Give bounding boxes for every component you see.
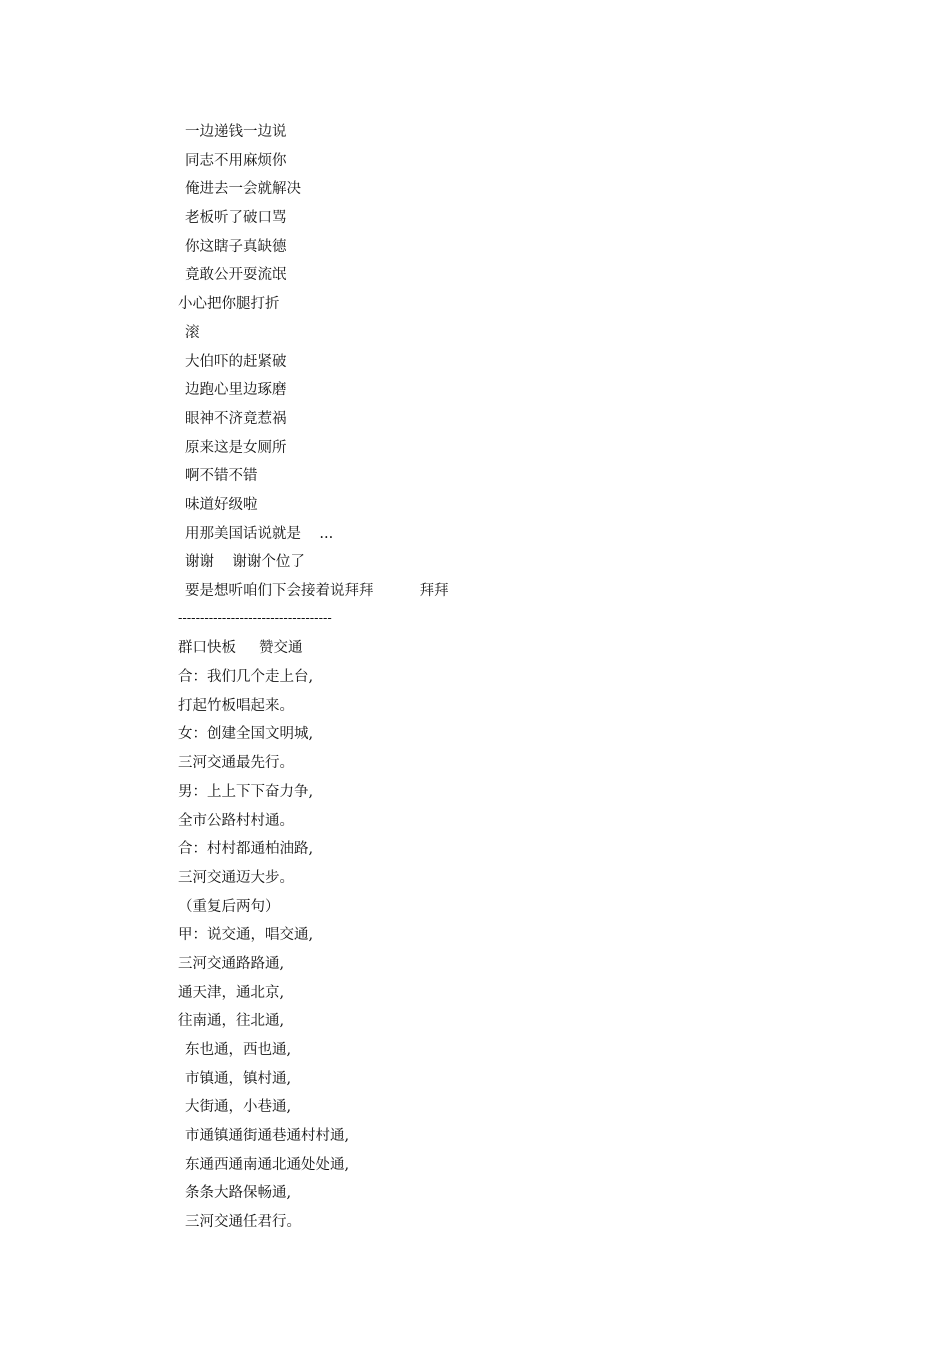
text-line: 同志不用麻烦你 bbox=[185, 152, 287, 169]
text-line: 合：村村都通柏油路, bbox=[178, 841, 314, 858]
text-line: 啊不错不错 bbox=[185, 468, 258, 485]
text-line: 三河交通最先行。 bbox=[178, 755, 294, 772]
text-line: 往南通，往北通, bbox=[178, 1013, 285, 1030]
text-line: 用那美国话说就是 ... bbox=[185, 525, 334, 542]
text-line: 打起竹板唱起来。 bbox=[178, 697, 294, 714]
text-line: 滚 bbox=[185, 324, 200, 341]
text-line: 甲：说交通，唱交通, bbox=[178, 927, 314, 944]
text-line: 条条大路保畅通, bbox=[185, 1185, 292, 1202]
text-line: 大伯吓的赶紧破 bbox=[185, 353, 287, 370]
text-line: 一边递钱一边说 bbox=[185, 124, 287, 140]
text-line: 原来这是女厕所 bbox=[185, 439, 287, 456]
text-line: 要是想听咱们下会接着说拜拜 拜拜 bbox=[185, 583, 449, 599]
text-line: 东通西通南通北通处处通, bbox=[185, 1156, 350, 1173]
text-line: 眼神不济竟惹祸 bbox=[185, 410, 287, 427]
text-line: 市镇通，镇村通, bbox=[185, 1070, 292, 1087]
text-line: 市通镇通街通巷通村村通, bbox=[185, 1128, 350, 1145]
document-body bbox=[178, 118, 778, 1237]
text-line: 竟敢公开耍流氓 bbox=[185, 267, 287, 284]
text-line: 三河交通迈大步。 bbox=[178, 869, 294, 886]
divider-line: ----------------------------------- bbox=[178, 610, 332, 626]
text-line: 三河交通任君行。 bbox=[185, 1214, 301, 1231]
text-line: 通天津，通北京, bbox=[178, 984, 285, 1001]
section-title: 群口快板 赞交通 bbox=[178, 640, 303, 657]
text-line: （重复后两句） bbox=[178, 898, 280, 915]
text-line: 全市公路村村通。 bbox=[178, 812, 294, 829]
text-line: 老板听了破口骂 bbox=[185, 210, 287, 227]
text-line: 三河交通路路通, bbox=[178, 955, 285, 972]
text-line: 合：我们几个走上台, bbox=[178, 669, 314, 686]
text-line: 男：上上下下奋力争, bbox=[178, 783, 314, 800]
text-line: 大街通，小巷通, bbox=[185, 1099, 292, 1116]
text-line: 边跑心里边琢磨 bbox=[185, 382, 287, 399]
text-line: 味道好级啦 bbox=[185, 496, 258, 513]
text-line: 小心把你腿打折 bbox=[178, 296, 280, 313]
text-line: 俺进去一会就解决 bbox=[185, 181, 301, 198]
text-line: 你这瞎子真缺德 bbox=[185, 238, 287, 255]
text-line: 东也通，西也通, bbox=[185, 1042, 292, 1058]
text-line: 女：创建全国文明城, bbox=[178, 726, 314, 743]
text-line: 谢谢 谢谢个位了 bbox=[185, 554, 305, 571]
